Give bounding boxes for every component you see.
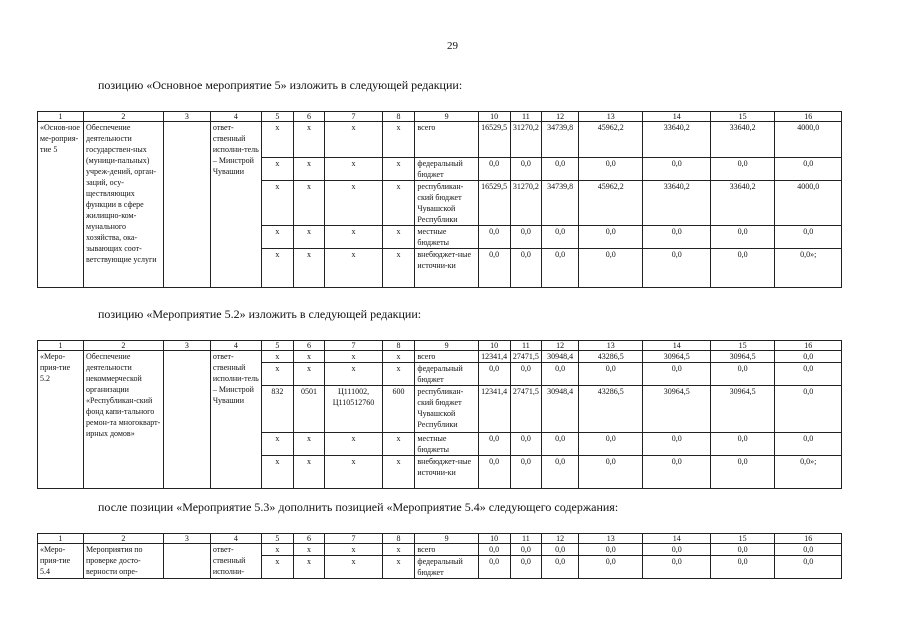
column-number-cell: 12 — [542, 341, 579, 351]
column-number-cell: 16 — [775, 534, 842, 544]
amount-cell: 0,0 — [542, 249, 579, 288]
code-cell: x — [293, 122, 325, 158]
table-row — [38, 122, 842, 158]
column-number-cell: 1 — [38, 112, 84, 122]
code-cell: x — [261, 181, 293, 226]
column-number-cell: 3 — [163, 341, 210, 351]
column-number-cell: 12 — [542, 534, 579, 544]
code-cell: x — [325, 351, 382, 363]
column-number-cell: 7 — [325, 112, 382, 122]
position-name-cell: «Основ-ное ме-роприя-тие 5 — [38, 122, 84, 288]
amount-cell: 0,0 — [510, 433, 542, 456]
column-number-cell: 2 — [84, 112, 164, 122]
column-number-cell: 11 — [510, 341, 542, 351]
column-number-cell: 10 — [478, 534, 510, 544]
amount-cell: 16529,5 — [478, 122, 510, 158]
amount-cell: 31270,2 — [510, 122, 542, 158]
code-cell: x — [261, 226, 293, 249]
code-cell: x — [261, 122, 293, 158]
code-cell: x — [293, 351, 325, 363]
amount-cell: 0,0 — [510, 544, 542, 556]
position-name-cell: «Меро-прия-тие 5.4 — [38, 544, 84, 579]
amount-cell: 45962,2 — [579, 122, 643, 158]
column-number-cell: 6 — [293, 341, 325, 351]
amount-cell: 34739,8 — [542, 181, 579, 226]
amount-cell: 0,0 — [710, 556, 774, 579]
executor-cell: ответ-ственный исполни-тель – Минстрой Чувашии — [210, 351, 261, 489]
amount-cell: 0,0 — [710, 433, 774, 456]
code-cell: x — [261, 158, 293, 181]
code-cell: x — [325, 544, 382, 556]
amount-cell: 0,0 — [478, 226, 510, 249]
funding-source-cell: местные бюджеты — [415, 433, 478, 456]
column-number-cell: 10 — [478, 112, 510, 122]
amount-cell: 0,0 — [478, 544, 510, 556]
column-number-cell: 11 — [510, 534, 542, 544]
column-number-cell: 13 — [579, 341, 643, 351]
code-cell: x — [325, 181, 382, 226]
amount-cell: 0,0 — [643, 363, 711, 386]
amount-cell: 0,0 — [542, 226, 579, 249]
code-cell: x — [293, 433, 325, 456]
code-cell: Ц111002, Ц110512760 — [325, 386, 382, 433]
code-cell: x — [261, 544, 293, 556]
amount-cell: 0,0 — [510, 249, 542, 288]
code-cell: x — [325, 158, 382, 181]
amount-cell: 4000,0 — [775, 181, 842, 226]
amount-cell: 0,0 — [478, 433, 510, 456]
amount-cell: 0,0 — [775, 544, 842, 556]
code-cell: x — [382, 433, 415, 456]
amount-cell: 33640,2 — [643, 181, 711, 226]
section-intro-text: после позиции «Мероприятие 5.3» дополнить позицией «Мероприятие 5.4» следующего содержания: — [98, 500, 619, 514]
amount-cell: 0,0»; — [775, 249, 842, 288]
amount-cell: 0,0 — [510, 158, 542, 181]
amount-cell: 43286,5 — [579, 351, 643, 363]
code-cell: x — [261, 249, 293, 288]
funding-source-cell: республикан-ский бюджет Чувашской Республики — [415, 386, 478, 433]
code-cell: x — [382, 249, 415, 288]
column-number-cell: 4 — [210, 341, 261, 351]
amount-cell: 0,0 — [579, 363, 643, 386]
code-cell: x — [382, 158, 415, 181]
code-cell: x — [293, 158, 325, 181]
amount-cell: 0,0 — [579, 456, 643, 489]
column-number-cell: 2 — [84, 534, 164, 544]
column-number-cell: 15 — [710, 341, 774, 351]
amount-cell: 0,0 — [478, 456, 510, 489]
section-intro-text: позицию «Основное мероприятие 5» изложить в следующей редакции: — [98, 78, 463, 92]
executor-cell: ответ-ственный исполни- — [210, 544, 261, 579]
amount-cell: 0,0 — [643, 556, 711, 579]
amount-cell: 0,0 — [542, 158, 579, 181]
amount-cell: 4000,0 — [775, 122, 842, 158]
amount-cell: 0,0 — [579, 249, 643, 288]
amount-cell: 0,0 — [643, 249, 711, 288]
table-header-row — [38, 112, 842, 122]
code-cell: x — [325, 363, 382, 386]
code-cell: 832 — [261, 386, 293, 433]
amount-cell: 0,0 — [643, 158, 711, 181]
amount-cell: 27471,5 — [510, 386, 542, 433]
funding-source-cell: всего — [415, 122, 478, 158]
code-cell: x — [382, 351, 415, 363]
amount-cell: 0,0 — [775, 351, 842, 363]
column-number-cell: 14 — [643, 341, 711, 351]
amount-cell: 0,0 — [478, 249, 510, 288]
column-number-cell: 9 — [415, 341, 478, 351]
column-number-cell: 5 — [261, 341, 293, 351]
table-row — [38, 351, 842, 363]
amount-cell: 27471,5 — [510, 351, 542, 363]
code-cell: x — [293, 544, 325, 556]
column-number-cell: 2 — [84, 341, 164, 351]
code-cell: x — [382, 122, 415, 158]
amount-cell: 0,0 — [710, 456, 774, 489]
code-cell: x — [293, 181, 325, 226]
table-header-row — [38, 341, 842, 351]
column-number-cell: 15 — [710, 534, 774, 544]
code-cell: x — [325, 226, 382, 249]
code-cell: x — [325, 122, 382, 158]
amount-cell: 0,0 — [542, 363, 579, 386]
code-cell: x — [261, 556, 293, 579]
amount-cell: 12341,4 — [478, 386, 510, 433]
amount-cell: 0,0 — [510, 363, 542, 386]
column-number-cell: 1 — [38, 341, 84, 351]
code-cell: 600 — [382, 386, 415, 433]
funding-source-cell: федеральный бюджет — [415, 363, 478, 386]
column-number-cell: 14 — [643, 534, 711, 544]
funding-source-cell: федеральный бюджет — [415, 158, 478, 181]
amount-cell: 30948,4 — [542, 386, 579, 433]
amount-cell: 0,0 — [710, 363, 774, 386]
code-cell: x — [293, 226, 325, 249]
empty-cell — [163, 122, 210, 288]
code-cell: x — [382, 363, 415, 386]
amount-cell: 0,0 — [775, 386, 842, 433]
column-number-cell: 12 — [542, 112, 579, 122]
code-cell: x — [261, 351, 293, 363]
column-number-cell: 9 — [415, 534, 478, 544]
amount-cell: 0,0 — [542, 544, 579, 556]
code-cell: x — [382, 544, 415, 556]
column-number-cell: 13 — [579, 534, 643, 544]
code-cell: x — [382, 226, 415, 249]
funding-source-cell: внебюджет-ные источни-ки — [415, 249, 478, 288]
amount-cell: 33640,2 — [710, 181, 774, 226]
code-cell: x — [382, 556, 415, 579]
column-number-cell: 8 — [382, 112, 415, 122]
column-number-cell: 9 — [415, 112, 478, 122]
amount-cell: 45962,2 — [579, 181, 643, 226]
column-number-cell: 13 — [579, 112, 643, 122]
amount-cell: 0,0 — [643, 456, 711, 489]
amount-cell: 33640,2 — [643, 122, 711, 158]
column-number-cell: 5 — [261, 534, 293, 544]
empty-cell — [163, 544, 210, 579]
amount-cell: 0,0 — [775, 433, 842, 456]
column-number-cell: 7 — [325, 341, 382, 351]
budget-table — [37, 533, 842, 579]
column-number-cell: 15 — [710, 112, 774, 122]
amount-cell: 0,0 — [542, 556, 579, 579]
amount-cell: 0,0»; — [775, 456, 842, 489]
column-number-cell: 3 — [163, 112, 210, 122]
amount-cell: 34739,8 — [542, 122, 579, 158]
amount-cell: 0,0 — [510, 226, 542, 249]
code-cell: x — [293, 456, 325, 489]
column-number-cell: 11 — [510, 112, 542, 122]
amount-cell: 0,0 — [643, 433, 711, 456]
executor-cell: ответ-ственный исполни-тель – Минстрой Чувашии — [210, 122, 261, 288]
code-cell: x — [325, 433, 382, 456]
amount-cell: 0,0 — [542, 433, 579, 456]
amount-cell: 0,0 — [579, 544, 643, 556]
code-cell: x — [382, 181, 415, 226]
code-cell: x — [293, 249, 325, 288]
amount-cell: 0,0 — [510, 556, 542, 579]
amount-cell: 0,0 — [710, 226, 774, 249]
code-cell: x — [325, 556, 382, 579]
amount-cell: 0,0 — [775, 363, 842, 386]
code-cell: x — [382, 456, 415, 489]
section-intro-text: позицию «Мероприятие 5.2» изложить в следующей редакции: — [98, 307, 422, 321]
amount-cell: 31270,2 — [510, 181, 542, 226]
funding-source-cell: всего — [415, 351, 478, 363]
amount-cell: 0,0 — [478, 556, 510, 579]
column-number-cell: 16 — [775, 112, 842, 122]
amount-cell: 12341,4 — [478, 351, 510, 363]
amount-cell: 0,0 — [775, 226, 842, 249]
amount-cell: 30964,5 — [710, 351, 774, 363]
amount-cell: 0,0 — [510, 456, 542, 489]
code-cell: x — [325, 456, 382, 489]
column-number-cell: 16 — [775, 341, 842, 351]
amount-cell: 43286,5 — [579, 386, 643, 433]
amount-cell: 0,0 — [710, 249, 774, 288]
column-number-cell: 6 — [293, 534, 325, 544]
description-cell: Мероприятия по проверке досто-верности опре- — [84, 544, 164, 579]
amount-cell: 0,0 — [579, 158, 643, 181]
column-number-cell: 14 — [643, 112, 711, 122]
position-name-cell: «Меро-прия-тие 5.2 — [38, 351, 84, 489]
amount-cell: 0,0 — [710, 158, 774, 181]
page-number: 29 — [447, 40, 458, 52]
funding-source-cell: республикан-ский бюджет Чувашской Республики — [415, 181, 478, 226]
column-number-cell: 10 — [478, 341, 510, 351]
code-cell: x — [261, 363, 293, 386]
code-cell: x — [293, 363, 325, 386]
code-cell: x — [293, 556, 325, 579]
amount-cell: 0,0 — [643, 544, 711, 556]
amount-cell: 0,0 — [579, 226, 643, 249]
amount-cell: 0,0 — [542, 456, 579, 489]
column-number-cell: 4 — [210, 534, 261, 544]
amount-cell: 16529,5 — [478, 181, 510, 226]
amount-cell: 30964,5 — [710, 386, 774, 433]
description-cell: Обеспечение деятельности некоммерческой организации «Республикан-ский фонд капи-тального ремон-та многокварт-ирных домов» — [84, 351, 164, 489]
column-number-cell: 7 — [325, 534, 382, 544]
code-cell: 0501 — [293, 386, 325, 433]
table-row — [38, 544, 842, 556]
code-cell: x — [261, 456, 293, 489]
code-cell: x — [325, 249, 382, 288]
amount-cell: 0,0 — [775, 556, 842, 579]
funding-source-cell: федеральный бюджет — [415, 556, 478, 579]
empty-cell — [163, 351, 210, 489]
amount-cell: 30948,4 — [542, 351, 579, 363]
amount-cell: 0,0 — [579, 556, 643, 579]
amount-cell: 33640,2 — [710, 122, 774, 158]
funding-source-cell: внебюджет-ные источни-ки — [415, 456, 478, 489]
description-cell: Обеспечение деятельности государствен-ных (муници-пальных) учреж-дений, орган-заций, осу-ществляющих функции в сфере жилищно-ком-мунального хозяйства, ока-зывающих соот-ветствующие услуги — [84, 122, 164, 288]
amount-cell: 0,0 — [478, 363, 510, 386]
column-number-cell: 8 — [382, 341, 415, 351]
budget-table — [37, 340, 842, 489]
table-header-row — [38, 534, 842, 544]
column-number-cell: 1 — [38, 534, 84, 544]
column-number-cell: 6 — [293, 112, 325, 122]
funding-source-cell: местные бюджеты — [415, 226, 478, 249]
column-number-cell: 3 — [163, 534, 210, 544]
amount-cell: 30964,5 — [643, 386, 711, 433]
funding-source-cell: всего — [415, 544, 478, 556]
amount-cell: 30964,5 — [643, 351, 711, 363]
amount-cell: 0,0 — [710, 544, 774, 556]
code-cell: x — [261, 433, 293, 456]
amount-cell: 0,0 — [579, 433, 643, 456]
amount-cell: 0,0 — [643, 226, 711, 249]
column-number-cell: 8 — [382, 534, 415, 544]
column-number-cell: 4 — [210, 112, 261, 122]
amount-cell: 0,0 — [775, 158, 842, 181]
column-number-cell: 5 — [261, 112, 293, 122]
amount-cell: 0,0 — [478, 158, 510, 181]
budget-table — [37, 111, 842, 288]
